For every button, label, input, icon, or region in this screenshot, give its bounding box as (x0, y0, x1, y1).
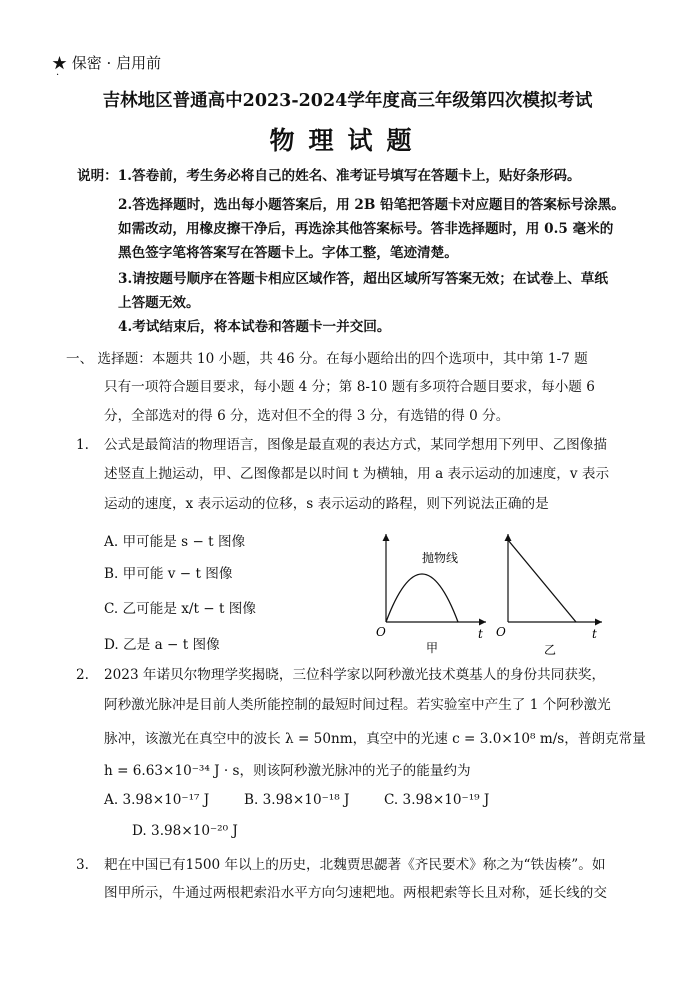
question-text: 脉冲，该激光在真空中的波长 λ = 50nm，真空中的光速 c = 3.0×10⁸ m/s，普朗克常量 (104, 731, 646, 747)
question-number: 1. (76, 437, 89, 453)
jia-curve-label: 抛物线 (422, 551, 459, 565)
option-a: A. 3.98×10⁻¹⁷ J (104, 792, 210, 808)
question-number: 3. (76, 857, 89, 873)
option-a: A. 甲可能是 s − t 图像 (104, 534, 246, 550)
instruction-line: 2.答选择题时，选出每小题答案后，用 2B 铅笔把答题卡对应题目的答案标号涂黑。 (118, 197, 625, 213)
option-b: B. 甲可能 v − t 图像 (104, 566, 233, 582)
option-c: C. 乙可能是 x/t − t 图像 (104, 601, 256, 617)
instruction-line: 上答题无效。 (118, 295, 200, 311)
option-c: C. 3.98×10⁻¹⁹ J (384, 792, 490, 808)
question-text: 2023 年诺贝尔物理学奖揭晓，三位科学家以阿秒激光技术奠基人的身份共同获奖， (104, 667, 606, 683)
question-text: h = 6.63×10⁻³⁴ J · s，则该阿秒激光脉冲的光子的能量约为 (104, 763, 471, 779)
option-b: B. 3.98×10⁻¹⁸ J (244, 792, 350, 808)
question-text: 耙在中国已有1500 年以上的历史，北魏贾思勰著《齐民要术》称之为“铁齿楱”。如 (104, 857, 606, 873)
yi-origin-label: O (496, 625, 506, 639)
yi-decreasing-line (508, 540, 576, 622)
instruction-line: 4.考试结束后，将本试卷和答题卡一并交回。 (118, 319, 391, 335)
instruction-line: 如需改动，用橡皮擦干净后，再选涂其他答案标号。答非选择题时，用 0.5 毫米的 (118, 221, 614, 237)
section-heading: 一、 选择题：本题共 10 小题，共 46 分。在每小题给出的四个选项中，其中第 1-7 题 (66, 351, 588, 367)
question-number: 2. (76, 667, 89, 683)
exam-title: 吉林地区普通高中2023-2024学年度高三年级第四次模拟考试 (102, 91, 593, 111)
header-dot: · (56, 70, 60, 81)
option-d: D. 乙是 a − t 图像 (104, 637, 220, 653)
question-text: 运动的速度，x 表示运动的位移，s 表示运动的路程，则下列说法正确的是 (104, 496, 549, 512)
subject-title: 物理试题 (269, 126, 426, 155)
confidential-label: ★ 保密 · 启用前 (52, 54, 162, 72)
instruction-line: 说明：1.答卷前，考生务必将自己的姓名、准考证号填写在答题卡上，贴好条形码。 (77, 168, 581, 184)
question-text: 阿秒激光脉冲是目前人类所能控制的最短时间过程。若实验室中产生了 1 个阿秒激光 (104, 697, 611, 713)
section-text: 分，全部选对的得 6 分，选对但不全的得 3 分，有选错的得 0 分。 (104, 408, 510, 424)
jia-origin-label: O (376, 625, 386, 639)
jia-caption: 甲 (426, 641, 439, 655)
question-text: 公式是最简洁的物理语言，图像是最直观的表达方式，某同学想用下列甲、乙图像描 (104, 437, 607, 453)
figure-yi (492, 528, 620, 658)
yi-caption: 乙 (544, 643, 557, 657)
option-d: D. 3.98×10⁻²⁰ J (132, 823, 238, 839)
yi-axis-label: t (592, 627, 597, 641)
instruction-line: 黑色签字笔将答案写在答题卡上。字体工整，笔迹清楚。 (118, 245, 458, 261)
figure-jia (370, 528, 498, 658)
question-text: 述竖直上抛运动，甲、乙图像都是以时间 t 为横轴，用 a 表示运动的加速度，v 表示 (104, 466, 610, 482)
question-text: 图甲所示，牛通过两根耙索沿水平方向匀速耙地。两根耙索等长且对称，延长线的交 (104, 885, 607, 901)
instruction-line: 3.请按题号顺序在答题卡相应区域作答，超出区域所写答案无效；在试卷上、草纸 (118, 271, 608, 287)
jia-axis-label: t (478, 627, 483, 641)
jia-parabola-curve (386, 574, 458, 622)
section-text: 只有一项符合题目要求，每小题 4 分；第 8-10 题有多项符合题目要求，每小题 6 (104, 379, 595, 395)
